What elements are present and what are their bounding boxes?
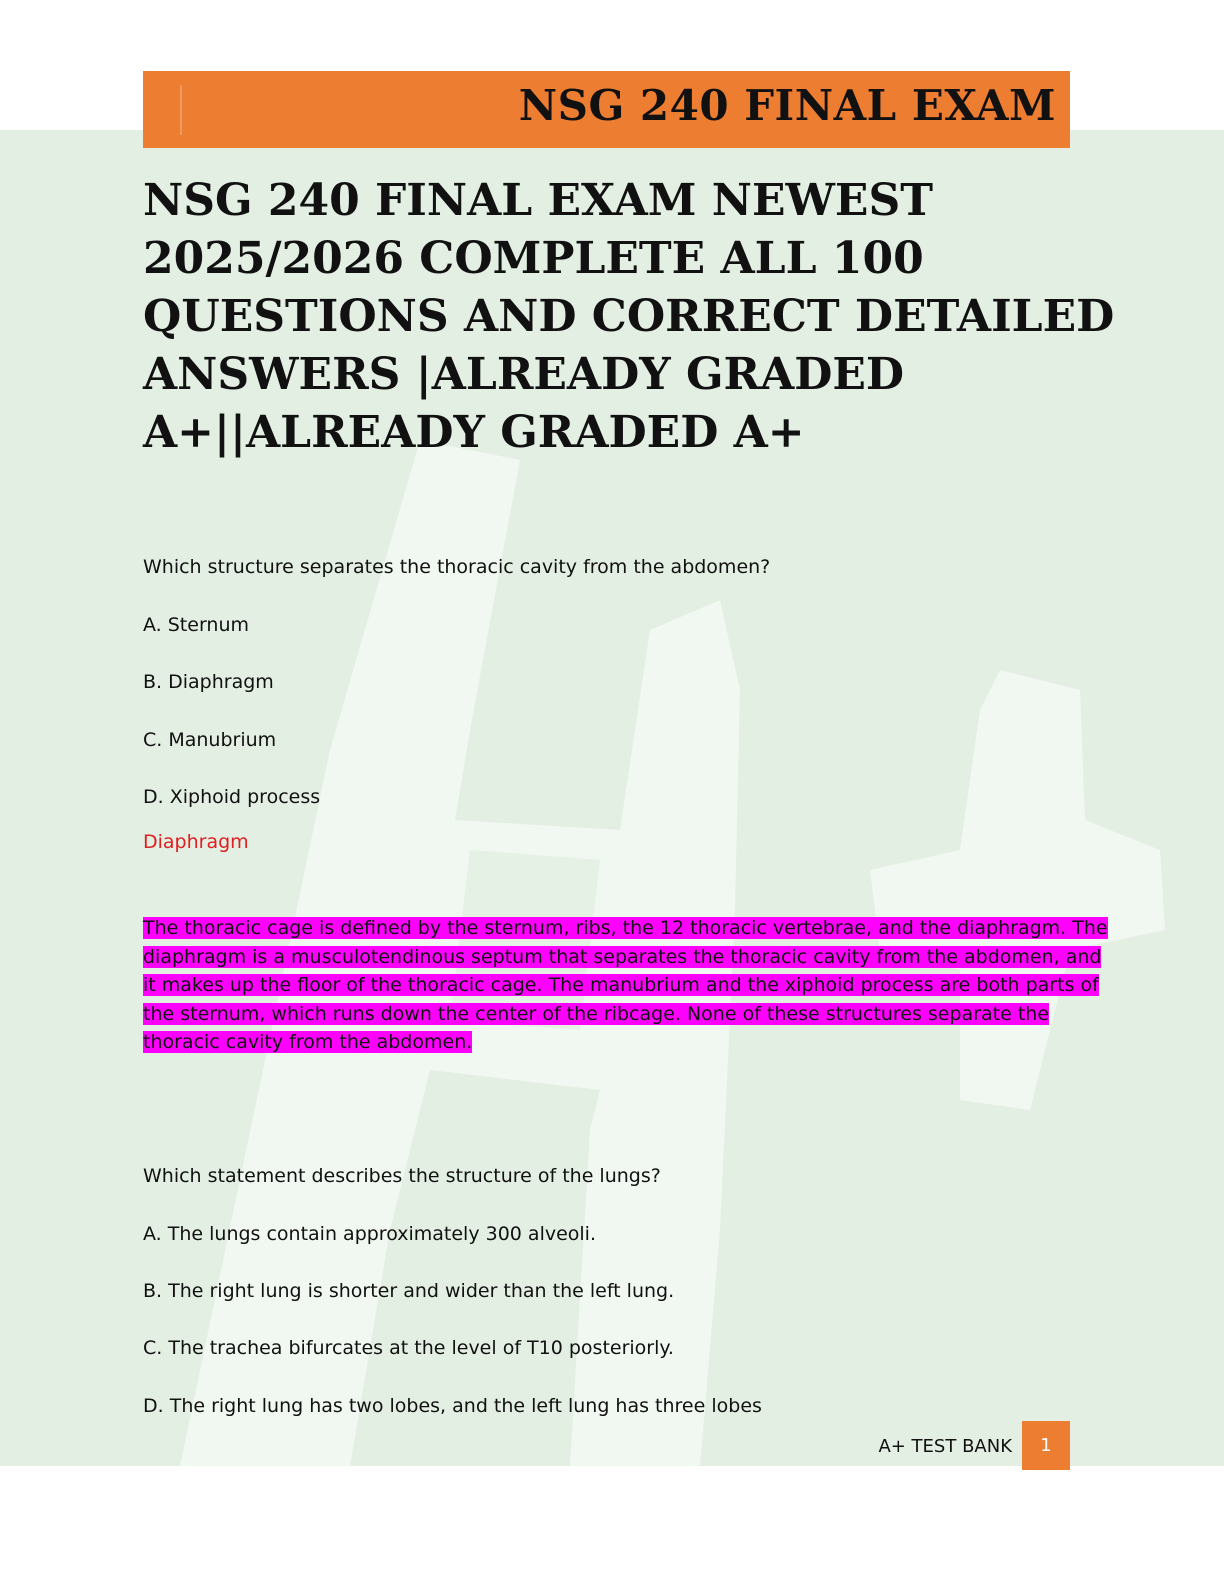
- explanation-line: The thoracic cage is defined by the sternum, ribs, the 12 thoracic vertebrae, and the diaphragm. The: [143, 917, 1108, 939]
- explanation-line: thoracic cavity from the abdomen.: [143, 1031, 473, 1054]
- header-accent-line: [180, 85, 182, 135]
- question-2-option-b: B. The right lung is shorter and wider than the left lung.: [143, 1280, 675, 1302]
- question-1-explanation: [143, 914, 1108, 1057]
- title-line: ANSWERS |ALREADY GRADED: [143, 349, 905, 400]
- header-bar: [143, 71, 1070, 148]
- explanation-line: the sternum, which runs down the center of the ribcage. None of these structures separate the: [143, 1002, 1050, 1025]
- footer-label: A+ TEST BANK: [878, 1436, 1012, 1457]
- question-2-option-a: A. The lungs contain approximately 300 alveoli.: [143, 1223, 597, 1245]
- question-1-option-c: C. Manubrium: [143, 729, 277, 751]
- title-line: A+||ALREADY GRADED A+: [143, 407, 805, 458]
- explanation-line: it makes up the floor of the thoracic cage. The manubrium and the xiphoid process are both parts of: [143, 974, 1099, 997]
- question-2-text: Which statement describes the structure of the lungs?: [143, 1165, 661, 1187]
- header-title: NSG 240 FINAL EXAM: [518, 81, 1056, 130]
- question-1-option-d: D. Xiphoid process: [143, 786, 321, 808]
- document-title: [143, 172, 1115, 462]
- explanation-line: diaphragm is a musculotendinous septum that separates the thoracic cavity from the abdomen, and: [143, 945, 1102, 968]
- question-1-answer: Diaphragm: [143, 831, 249, 853]
- question-1-text: Which structure separates the thoracic cavity from the abdomen?: [143, 556, 771, 578]
- page-number: 1: [1022, 1421, 1070, 1470]
- title-line: 2025/2026 COMPLETE ALL 100: [143, 233, 924, 284]
- title-line: QUESTIONS AND CORRECT DETAILED: [143, 291, 1115, 342]
- question-1-option-a: A. Sternum: [143, 614, 250, 636]
- question-1-option-b: B. Diaphragm: [143, 671, 274, 693]
- question-2-option-d: D. The right lung has two lobes, and the left lung has three lobes: [143, 1395, 762, 1417]
- title-line: NSG 240 FINAL EXAM NEWEST: [143, 175, 933, 226]
- question-2-option-c: C. The trachea bifurcates at the level of T10 posteriorly.: [143, 1337, 674, 1359]
